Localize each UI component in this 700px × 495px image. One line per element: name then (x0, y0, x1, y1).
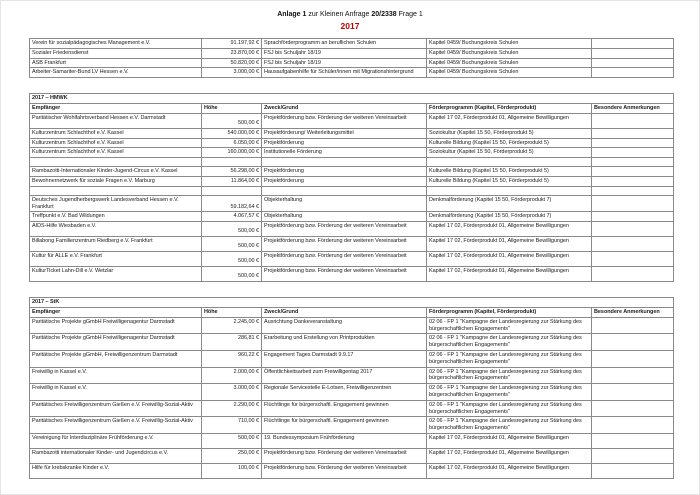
cell-empfaenger: Paritätische Projekte gGmbH Freiwilligenagentur Darmstadt (30, 334, 202, 351)
cell-besondere-anmerkungen (592, 58, 674, 68)
cell-hoehe: 500,00 € (202, 252, 262, 267)
cell-empfaenger (30, 158, 202, 167)
cell-foerderprogramm: Soziokultur (Kapitel 15 50, Förderprodukt 5) (427, 148, 592, 158)
cell-empfaenger: Freiwillig in Kassel e.V. (30, 384, 202, 401)
cell-hoehe: 160.000,00 € (202, 148, 262, 158)
cell-zweck (262, 186, 427, 195)
cell-foerderprogramm: 02 06 - FP 1 "Kampagne der Landesregierung zur Stärkung des bürgerschaftlichen Engagements" (427, 350, 592, 367)
cell-empfaenger: Sozialer Friedensdienst (30, 48, 202, 58)
table-row (30, 267, 674, 282)
cell-foerderprogramm: 02 06 - FP 1 "Kampagne der Landesregierung zur Stärkung des bürgerschaftlichen Engagements" (427, 400, 592, 417)
blank-row (30, 186, 674, 195)
cell-foerderprogramm: Kapitel 17 02, Förderprodukt 01, Allgemeine Bewilligungen (427, 113, 592, 128)
cell-zweck: Projektförderung bzw. Förderung der weiteren Vereinsarbeit (262, 113, 427, 128)
cell-besondere-anmerkungen (592, 267, 674, 282)
table-header-row (30, 307, 674, 317)
table-row (30, 148, 674, 158)
cell-empfaenger: Rambazotti internationaler Kinder- und Jugendcircus e.V. (30, 448, 202, 463)
cell-empfaenger: Hilfe für krebskranke Kinder e.V. (30, 463, 202, 478)
title-question-number: Frage 1 (396, 11, 423, 18)
cell-besondere-anmerkungen (592, 176, 674, 186)
cell-besondere-anmerkungen (592, 167, 674, 177)
cell-besondere-anmerkungen (592, 186, 674, 195)
cell-empfaenger: Rambazotti-Internationaler Kinder-Jugend-Circus e.V. Kassel (30, 167, 202, 177)
cell-foerderprogramm: Kapitel 17 02, Förderprodukt 01, Allgemeine Bewilligungen (427, 222, 592, 237)
column-header-zweck: Zweck/Grund (262, 307, 427, 317)
cell-besondere-anmerkungen (592, 212, 674, 222)
cell-foerderprogramm: Kapitel 17 02, Förderprodukt 01, Allgemeine Bewilligungen (427, 448, 592, 463)
cell-besondere-anmerkungen (592, 222, 674, 237)
cell-hoehe: 59.182,64 € (202, 195, 262, 212)
cell-foerderprogramm: Kapitel 0459/ Buchungskreis Schulen (427, 58, 592, 68)
cell-besondere-anmerkungen (592, 113, 674, 128)
cell-zweck: Ausrichtung Dankeveranstaltung (262, 317, 427, 334)
cell-zweck: 19. Bundessymposium Frühförderung (262, 433, 427, 448)
cell-hoehe: 100,00 € (202, 463, 262, 478)
cell-foerderprogramm: Denkmalförderung (Kapitel 15 50, Förderprodukt 7) (427, 212, 592, 222)
table-row (30, 176, 674, 186)
cell-hoehe: 2.290,00 € (202, 400, 262, 417)
table-row (30, 138, 674, 148)
table-row (30, 222, 674, 237)
cell-foerderprogramm: Kapitel 17 02, Förderprodukt 01, Allgemeine Bewilligungen (427, 267, 592, 282)
table-row (30, 113, 674, 128)
cell-empfaenger: Paritätischer Wohlfahrtsverband Hessen e.V. Darmstadt (30, 113, 202, 128)
cell-empfaenger (30, 186, 202, 195)
cell-hoehe: 2.245,00 € (202, 317, 262, 334)
cell-besondere-anmerkungen (592, 317, 674, 334)
cell-zweck: FSJ bis Schuljahr 18/19 (262, 58, 427, 68)
cell-empfaenger: Paritätische Projekte gGmbH, Freiwilligenzentrum Darmstadt (30, 350, 202, 367)
cell-hoehe: 3.000,00 € (202, 384, 262, 401)
cell-hoehe: 500,00 € (202, 433, 262, 448)
cell-empfaenger: Paritätisches Freiwilligenzentrum Gießen e.V. Freiwillig-Sozial-Aktiv (30, 400, 202, 417)
cell-besondere-anmerkungen (592, 463, 674, 478)
cell-zweck: Projektförderung (262, 138, 427, 148)
cell-zweck: Engagement Tages Darmstadt 9.9.17 (262, 350, 427, 367)
cell-empfaenger: Deutsches Jugendherbergswerk Landesverband Hessen e.V. Frankfurt (30, 195, 202, 212)
column-header-empfaenger: Empfänger (30, 103, 202, 113)
cell-besondere-anmerkungen (592, 384, 674, 401)
section-label: 2017 – StK (30, 298, 674, 308)
cell-zweck: Objekterhaltung (262, 212, 427, 222)
cell-empfaenger: Paritätische Projekte gGmbH Freiwilligenagentur Darmstadt (30, 317, 202, 334)
column-header-hoehe: Höhe (202, 103, 262, 113)
cell-foerderprogramm: Kapitel 17 02, Förderprodukt 01, Allgemeine Bewilligungen (427, 463, 592, 478)
cell-zweck: Projektförderung bzw. Förderung der weiteren Vereinsarbeit (262, 267, 427, 282)
cell-zweck: Institutionelle Förderung (262, 148, 427, 158)
cell-zweck: Sprachförderprogramm an beruflichen Schulen (262, 39, 427, 49)
cell-besondere-anmerkungen (592, 68, 674, 78)
section-label-row (30, 298, 674, 308)
cell-zweck: Projektförderung (262, 167, 427, 177)
table-row (30, 39, 674, 49)
cell-foerderprogramm: Kapitel 0459/ Buchungskreis Schulen (427, 39, 592, 49)
column-header-empfaenger: Empfänger (30, 307, 202, 317)
cell-hoehe: 11.864,00 € (202, 176, 262, 186)
cell-foerderprogramm: Kulturelle Bildung (Kapitel 15 50, Förderprodukt 5) (427, 167, 592, 177)
cell-foerderprogramm: Soziokultur (Kapitel 15 50, Förderprodukt 5) (427, 128, 592, 138)
table-row (30, 367, 674, 384)
cell-hoehe: 2.000,00 € (202, 367, 262, 384)
cell-foerderprogramm: Kulturelle Bildung (Kapitel 15 50, Förderprodukt 5) (427, 138, 592, 148)
cell-hoehe: 23.870,00 € (202, 48, 262, 58)
table-row (30, 317, 674, 334)
cell-besondere-anmerkungen (592, 433, 674, 448)
table-row (30, 334, 674, 351)
cell-besondere-anmerkungen (592, 195, 674, 212)
cell-hoehe (202, 158, 262, 167)
table-row (30, 417, 674, 434)
cell-hoehe: 710,00 € (202, 417, 262, 434)
table-row (30, 448, 674, 463)
title-inquiry-text: zur Kleinen Anfrage (306, 11, 372, 18)
cell-zweck: Flüchtlinge für bürgerschaftl. Engagement gewinnen (262, 400, 427, 417)
cell-foerderprogramm: 02 06 - FP 1 "Kampagne der Landesregierung zur Stärkung des bürgerschaftlichen Engagements" (427, 317, 592, 334)
cell-empfaenger: Freiwillig in Kassel e.V. (30, 367, 202, 384)
cell-zweck: Projektförderung/ Weiterleitungsmittel (262, 128, 427, 138)
cell-empfaenger: Bewohnernetzwerk für soziale Fragen e.V. Marburg (30, 176, 202, 186)
table-header-row (30, 103, 674, 113)
cell-foerderprogramm: Kapitel 17 02, Förderprodukt 01, Allgemeine Bewilligungen (427, 433, 592, 448)
grants-table-schulen (29, 38, 674, 78)
table-row (30, 128, 674, 138)
cell-empfaenger: Kulturzentrum Schlachthof e.V. Kassel (30, 148, 202, 158)
cell-foerderprogramm: Kapitel 0459/ Buchungskreis Schulen (427, 68, 592, 78)
cell-besondere-anmerkungen (592, 350, 674, 367)
cell-hoehe: 250,00 € (202, 448, 262, 463)
cell-hoehe: 56.298,00 € (202, 167, 262, 177)
table-row (30, 48, 674, 58)
table-row (30, 384, 674, 401)
cell-zweck: Regionale Servicestelle E-Lotsen, Freiwilligenzentren (262, 384, 427, 401)
table-row (30, 212, 674, 222)
cell-zweck: Objekterhaltung (262, 195, 427, 212)
cell-empfaenger: AIDS-Hilfe Wiesbaden e.V. (30, 222, 202, 237)
cell-foerderprogramm: 02 06 - FP 1 "Kampagne der Landesregierung zur Stärkung des bürgerschaftlichen Engagements" (427, 417, 592, 434)
cell-foerderprogramm: Kapitel 17 02, Förderprodukt 01, Allgemeine Bewilligungen (427, 252, 592, 267)
cell-hoehe: 4.067,57 € (202, 212, 262, 222)
cell-zweck: Projektförderung bzw. Förderung der weiteren Vereinsarbeit (262, 222, 427, 237)
cell-zweck: FSJ bis Schuljahr 18/19 (262, 48, 427, 58)
cell-besondere-anmerkungen (592, 252, 674, 267)
cell-zweck: Projektförderung bzw. Förderung der weiteren Vereinsarbeit (262, 448, 427, 463)
column-header-hoehe: Höhe (202, 307, 262, 317)
cell-zweck: Erarbeitung und Erstellung von Printprodukten (262, 334, 427, 351)
year-heading: 2017 (340, 21, 360, 31)
cell-empfaenger: Kulturzentrum Schlachthof e.V. Kassel (30, 138, 202, 148)
cell-besondere-anmerkungen (592, 128, 674, 138)
table-row (30, 252, 674, 267)
section-label: 2017 – HMWK (30, 94, 674, 104)
cell-zweck: Projektförderung (262, 176, 427, 186)
title-attachment-label: Anlage 1 (277, 11, 307, 18)
cell-foerderprogramm: 02 06 - FP 1 "Kampagne der Landesregierung zur Stärkung des bürgerschaftlichen Engagements" (427, 367, 592, 384)
table-row (30, 237, 674, 252)
cell-foerderprogramm (427, 158, 592, 167)
title-document-number: 20/2338 (371, 11, 397, 18)
cell-foerderprogramm (427, 186, 592, 195)
cell-foerderprogramm: 02 06 - FP 1 "Kampagne der Landesregierung zur Stärkung des bürgerschaftlichen Engagements" (427, 384, 592, 401)
document-title (29, 11, 671, 19)
cell-besondere-anmerkungen (592, 138, 674, 148)
cell-besondere-anmerkungen (592, 148, 674, 158)
table-row (30, 68, 674, 78)
cell-foerderprogramm: 02 06 - FP 1 "Kampagne der Landesregierung zur Stärkung des bürgerschaftlichen Engagements" (427, 334, 592, 351)
grants-table-hmwk (29, 93, 674, 282)
blank-row (30, 158, 674, 167)
table-row (30, 167, 674, 177)
column-header-anmerkungen: Besondere Anmerkungen (592, 307, 674, 317)
column-header-programm: Förderprogramm (Kapitel, Förderprodukt) (427, 103, 592, 113)
cell-empfaenger: Verein für sozialpädagogisches Management e.V. (30, 39, 202, 49)
column-header-anmerkungen: Besondere Anmerkungen (592, 103, 674, 113)
cell-empfaenger: Paritätisches Freiwilligenzentrum Gießen e.V. Freiwillig-Sozial-Aktiv (30, 417, 202, 434)
column-header-programm: Förderprogramm (Kapitel, Förderprodukt) (427, 307, 592, 317)
grant-tables (29, 38, 671, 479)
cell-besondere-anmerkungen (592, 448, 674, 463)
cell-hoehe: 286,81 € (202, 334, 262, 351)
cell-hoehe: 91.197,92 € (202, 39, 262, 49)
cell-besondere-anmerkungen (592, 237, 674, 252)
cell-empfaenger: KulturTicket Lahn-Dill e.V. Wetzlar (30, 267, 202, 282)
table-row (30, 58, 674, 68)
cell-empfaenger: Kulturzentrum Schlachthof e.V. Kassel (30, 128, 202, 138)
cell-besondere-anmerkungen (592, 48, 674, 58)
cell-besondere-anmerkungen (592, 367, 674, 384)
cell-zweck: Hausaufgabenhilfe für Schüler/innen mit Migrationshintergrund (262, 68, 427, 78)
cell-empfaenger: Treffpunkt e.V. Bad Wildungen (30, 212, 202, 222)
cell-zweck: Projektförderung bzw. Förderung der weiteren Vereinsarbeit (262, 237, 427, 252)
cell-hoehe: 500,00 € (202, 237, 262, 252)
cell-hoehe: 960,22 € (202, 350, 262, 367)
table-row (30, 400, 674, 417)
grants-table-stk (29, 297, 674, 479)
cell-hoehe: 500,00 € (202, 222, 262, 237)
table-row (30, 433, 674, 448)
cell-hoehe: 3.000,00 € (202, 68, 262, 78)
cell-zweck (262, 158, 427, 167)
cell-hoehe (202, 186, 262, 195)
cell-hoehe: 500,00 € (202, 267, 262, 282)
cell-besondere-anmerkungen (592, 400, 674, 417)
cell-zweck: Öffentlichkeitsarbeit zum Freiwilligentag 2017 (262, 367, 427, 384)
cell-hoehe: 6.050,00 € (202, 138, 262, 148)
section-label-row (30, 94, 674, 104)
table-row (30, 195, 674, 212)
cell-hoehe: 500,00 € (202, 113, 262, 128)
column-header-zweck: Zweck/Grund (262, 103, 427, 113)
cell-empfaenger: Billabong Familienzentrum Riedberg e.V. Frankfurt (30, 237, 202, 252)
cell-empfaenger: Arbeiter-Samariter-Bund LV Hessen e.V. (30, 68, 202, 78)
cell-besondere-anmerkungen (592, 334, 674, 351)
cell-zweck: Projektförderung bzw. Förderung der weiteren Vereinsarbeit (262, 463, 427, 478)
cell-foerderprogramm: Kulturelle Bildung (Kapitel 15 50, Förderprodukt 5) (427, 176, 592, 186)
table-row (30, 350, 674, 367)
cell-hoehe: 50.820,00 € (202, 58, 262, 68)
cell-besondere-anmerkungen (592, 158, 674, 167)
cell-foerderprogramm: Denkmalförderung (Kapitel 15 50, Förderprodukt 7) (427, 195, 592, 212)
cell-zweck: Projektförderung bzw. Förderung der weiteren Vereinsarbeit (262, 252, 427, 267)
cell-hoehe: 540.000,00 € (202, 128, 262, 138)
cell-foerderprogramm: Kapitel 17 02, Förderprodukt 01, Allgemeine Bewilligungen (427, 237, 592, 252)
table-row (30, 463, 674, 478)
cell-besondere-anmerkungen (592, 39, 674, 49)
cell-foerderprogramm: Kapitel 0459/ Buchungskreis Schulen (427, 48, 592, 58)
cell-besondere-anmerkungen (592, 417, 674, 434)
cell-empfaenger: ASB Frankfurt (30, 58, 202, 68)
cell-empfaenger: Kultur für ALLE e.V. Frankfurt (30, 252, 202, 267)
cell-zweck: Flüchtlinge für bürgerschaftl. Engagement gewinnen (262, 417, 427, 434)
cell-empfaenger: Vereinigung für Interdisziplinäre Frühförderung e.V. (30, 433, 202, 448)
